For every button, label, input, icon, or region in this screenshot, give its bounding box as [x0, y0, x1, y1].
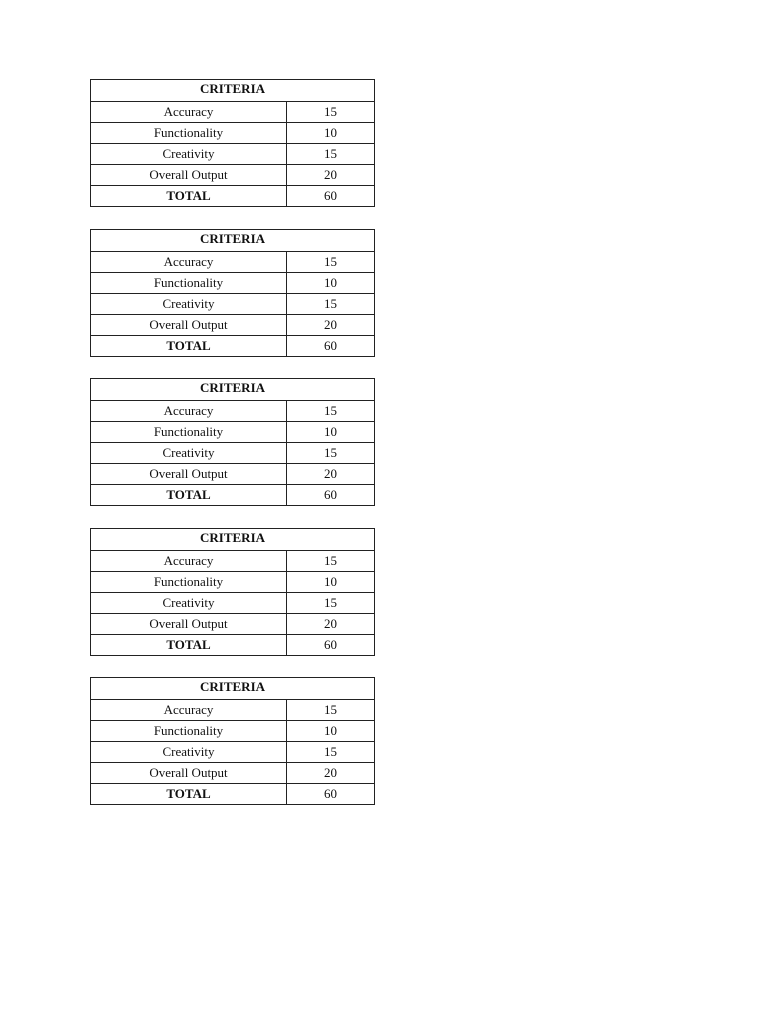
criterion-points: 15	[287, 443, 375, 464]
criterion-points: 10	[287, 572, 375, 593]
total-label: TOTAL	[91, 336, 287, 357]
criterion-points: 15	[287, 700, 375, 721]
criterion-label: Functionality	[91, 422, 287, 443]
table-header-row	[91, 678, 375, 700]
table-row	[91, 700, 375, 721]
criterion-label: Functionality	[91, 572, 287, 593]
table-row	[91, 443, 375, 464]
criterion-points: 15	[287, 742, 375, 763]
table-row	[91, 315, 375, 336]
criteria-header: CRITERIA	[91, 379, 375, 401]
table-row	[91, 593, 375, 614]
table-row	[91, 422, 375, 443]
total-points: 60	[287, 336, 375, 357]
criterion-points: 15	[287, 252, 375, 273]
criterion-points: 20	[287, 614, 375, 635]
table-row	[91, 401, 375, 422]
total-points: 60	[287, 635, 375, 656]
table-row	[91, 614, 375, 635]
total-row	[91, 784, 375, 805]
table-row	[91, 551, 375, 572]
total-row	[91, 485, 375, 506]
table-header-row	[91, 80, 375, 102]
criteria-header: CRITERIA	[91, 529, 375, 551]
total-row	[91, 635, 375, 656]
table-row	[91, 572, 375, 593]
total-row	[91, 336, 375, 357]
table-header-row	[91, 379, 375, 401]
criterion-label: Creativity	[91, 144, 287, 165]
table-header-row	[91, 529, 375, 551]
table-row	[91, 464, 375, 485]
total-label: TOTAL	[91, 784, 287, 805]
total-label: TOTAL	[91, 186, 287, 207]
criterion-points: 20	[287, 763, 375, 784]
criterion-label: Functionality	[91, 721, 287, 742]
criterion-points: 15	[287, 593, 375, 614]
criterion-label: Functionality	[91, 123, 287, 144]
criterion-label: Overall Output	[91, 315, 287, 336]
criterion-points: 20	[287, 165, 375, 186]
total-points: 60	[287, 186, 375, 207]
criterion-label: Creativity	[91, 294, 287, 315]
criterion-label: Overall Output	[91, 614, 287, 635]
criterion-points: 15	[287, 294, 375, 315]
total-points: 60	[287, 784, 375, 805]
criteria-header: CRITERIA	[91, 80, 375, 102]
criterion-label: Accuracy	[91, 102, 287, 123]
table-row	[91, 294, 375, 315]
criterion-label: Creativity	[91, 443, 287, 464]
criterion-label: Overall Output	[91, 464, 287, 485]
criteria-table-2	[90, 229, 375, 357]
criterion-points: 15	[287, 144, 375, 165]
criterion-label: Creativity	[91, 593, 287, 614]
criteria-header: CRITERIA	[91, 230, 375, 252]
total-label: TOTAL	[91, 485, 287, 506]
table-row	[91, 252, 375, 273]
criterion-label: Accuracy	[91, 401, 287, 422]
criterion-points: 10	[287, 273, 375, 294]
table-row	[91, 763, 375, 784]
criteria-header: CRITERIA	[91, 678, 375, 700]
table-row	[91, 273, 375, 294]
table-row	[91, 144, 375, 165]
total-row	[91, 186, 375, 207]
table-row	[91, 721, 375, 742]
criterion-label: Creativity	[91, 742, 287, 763]
criterion-label: Overall Output	[91, 165, 287, 186]
criterion-label: Accuracy	[91, 252, 287, 273]
table-header-row	[91, 230, 375, 252]
criteria-table-5	[90, 677, 375, 805]
criterion-points: 15	[287, 102, 375, 123]
criterion-points: 10	[287, 721, 375, 742]
total-label: TOTAL	[91, 635, 287, 656]
criteria-table-4	[90, 528, 375, 656]
total-points: 60	[287, 485, 375, 506]
table-row	[91, 123, 375, 144]
table-row	[91, 742, 375, 763]
criterion-label: Accuracy	[91, 700, 287, 721]
criterion-points: 15	[287, 551, 375, 572]
criterion-points: 20	[287, 464, 375, 485]
criterion-points: 15	[287, 401, 375, 422]
criterion-label: Accuracy	[91, 551, 287, 572]
criterion-label: Overall Output	[91, 763, 287, 784]
criteria-table-3	[90, 378, 375, 506]
criterion-points: 20	[287, 315, 375, 336]
criterion-points: 10	[287, 123, 375, 144]
criterion-label: Functionality	[91, 273, 287, 294]
table-row	[91, 165, 375, 186]
criteria-table-1	[90, 79, 375, 207]
table-row	[91, 102, 375, 123]
criterion-points: 10	[287, 422, 375, 443]
